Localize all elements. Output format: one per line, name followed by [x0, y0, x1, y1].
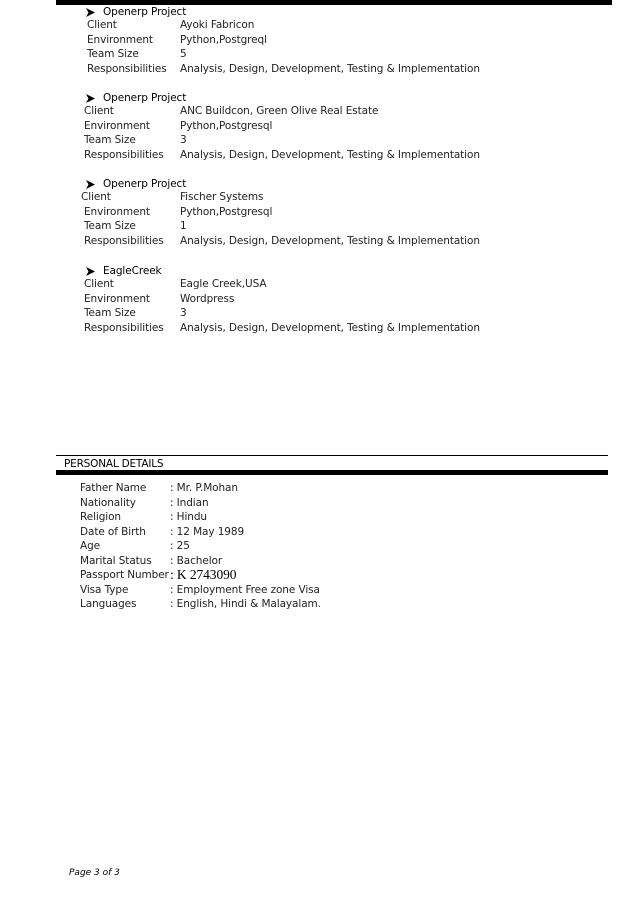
project-title: Openerp Project [103, 92, 187, 104]
row-value: Analysis, Design, Development, Testing & Implementation [180, 235, 480, 247]
personal-value: : English, Hindi & Malayalam. [170, 598, 321, 610]
row-value: 5 [180, 48, 187, 60]
project-row [0, 120, 638, 134]
personal-row [80, 555, 480, 569]
project-row [0, 34, 638, 48]
row-value: Analysis, Design, Development, Testing & Implementation [180, 63, 480, 75]
personal-value: : 25 [170, 540, 190, 552]
personal-label: Visa Type [80, 584, 129, 596]
row-label: Environment [84, 120, 150, 132]
row-value: Python,Postgresql [180, 120, 273, 132]
personal-label: Religion [80, 511, 121, 523]
project-row [0, 134, 638, 148]
project-row [0, 63, 638, 77]
section-heading: PERSONAL DETAILS [64, 458, 164, 470]
project-row [0, 307, 638, 321]
project-title: Openerp Project [103, 6, 187, 18]
personal-value: : Bachelor [170, 555, 223, 567]
row-value: 1 [180, 220, 187, 232]
project-row [0, 48, 638, 62]
personal-label: Marital Status [80, 555, 152, 567]
arrow-bullet-icon [86, 94, 95, 103]
row-value: Wordpress [180, 293, 235, 305]
row-label: Environment [84, 293, 150, 305]
row-label: Responsibilities [84, 235, 164, 247]
row-value: Analysis, Design, Development, Testing & Implementation [180, 322, 480, 334]
row-value: ANC Buildcon, Green Olive Real Estate [180, 105, 379, 117]
project-row [0, 322, 638, 336]
row-label: Team Size [84, 307, 136, 319]
project-heading [86, 264, 162, 278]
section-divider-bottom [56, 470, 608, 475]
personal-value: : K 2743090 [170, 567, 237, 582]
row-label: Responsibilities [84, 149, 164, 161]
project-row [0, 191, 638, 205]
row-value: Eagle Creek,USA [180, 278, 267, 290]
personal-label: Nationality [80, 497, 136, 509]
row-value: 3 [180, 134, 187, 146]
arrow-bullet-icon [86, 180, 95, 189]
arrow-bullet-icon [86, 267, 95, 276]
personal-value: : Hindu [170, 511, 207, 523]
personal-row [80, 497, 480, 511]
project-heading [86, 91, 186, 105]
row-label: Client [84, 105, 114, 117]
row-value: Python,Postgresql [180, 206, 273, 218]
row-label: Responsibilities [84, 322, 164, 334]
personal-label: Passport Number [80, 569, 169, 581]
personal-row [80, 569, 480, 583]
row-label: Client [84, 278, 114, 290]
project-row [0, 278, 638, 292]
row-value: Ayoki Fabricon [180, 19, 255, 31]
row-label: Team Size [84, 134, 136, 146]
personal-row [80, 598, 480, 612]
project-title: EagleCreek [103, 265, 162, 277]
row-label: Team Size [84, 220, 136, 232]
project-row [0, 220, 638, 234]
personal-label: Date of Birth [80, 526, 146, 538]
personal-value: : 12 May 1989 [170, 526, 245, 538]
personal-row [80, 482, 480, 496]
personal-label: Languages [80, 598, 137, 610]
project-row [0, 206, 638, 220]
row-label: Responsibilities [87, 63, 167, 75]
project-heading [86, 177, 186, 191]
section-divider-top [56, 455, 608, 456]
row-value: Analysis, Design, Development, Testing & Implementation [180, 149, 480, 161]
project-row [0, 105, 638, 119]
project-row [0, 19, 638, 33]
personal-row [80, 584, 480, 598]
row-label: Client [81, 191, 111, 203]
project-row [0, 235, 638, 249]
arrow-bullet-icon [86, 8, 95, 17]
personal-value: : Indian [170, 497, 209, 509]
project-title: Openerp Project [103, 178, 187, 190]
row-label: Environment [84, 206, 150, 218]
page-footer: Page 3 of 3 [69, 868, 120, 878]
row-value: 3 [180, 307, 187, 319]
row-label: Environment [87, 34, 153, 46]
project-heading [86, 5, 186, 19]
row-label: Client [87, 19, 117, 31]
personal-value: : Mr. P.Mohan [170, 482, 238, 494]
personal-row [80, 540, 480, 554]
row-value: Python,Postgreql [180, 34, 267, 46]
personal-label: Age [80, 540, 101, 552]
row-label: Team Size [87, 48, 139, 60]
personal-row [80, 526, 480, 540]
personal-value: : Employment Free zone Visa [170, 584, 320, 596]
row-value: Fischer Systems [180, 191, 264, 203]
personal-row [80, 511, 480, 525]
project-row [0, 293, 638, 307]
personal-label: Father Name [80, 482, 147, 494]
project-row [0, 149, 638, 163]
